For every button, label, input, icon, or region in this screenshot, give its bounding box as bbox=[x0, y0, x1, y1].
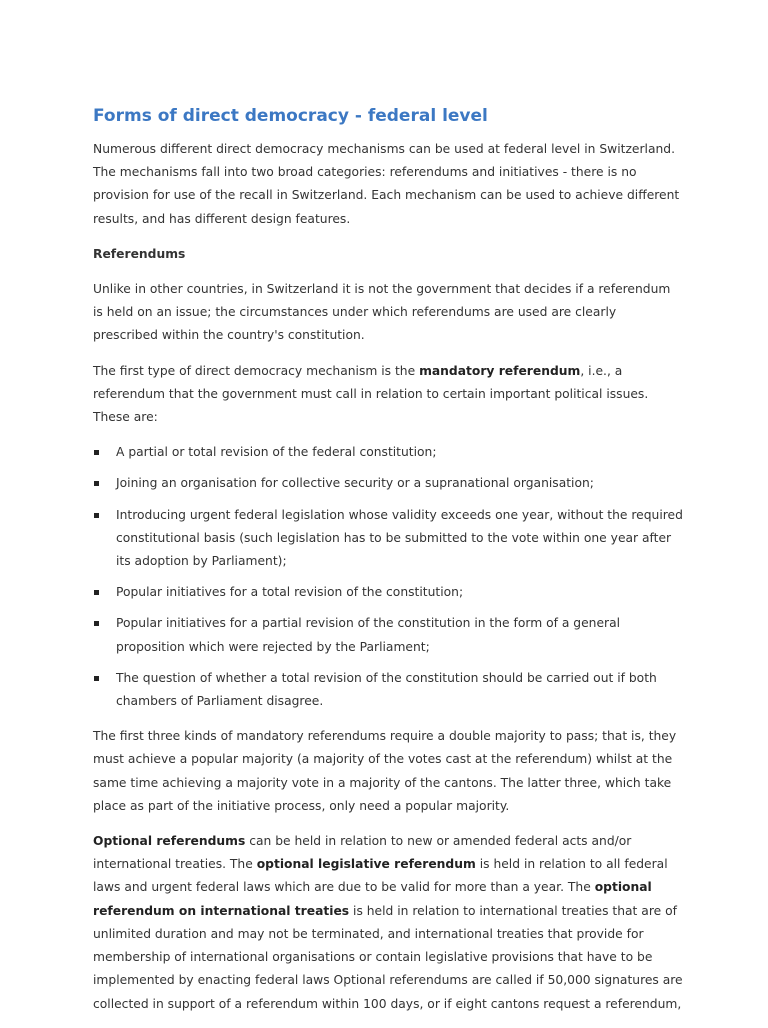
list-item-text: The question of whether a total revision of the constitution should be carried out if both chambers of Parliament disagree. bbox=[116, 670, 657, 709]
list-item bbox=[93, 472, 683, 495]
list-item-text: Introducing urgent federal legislation whose validity exceeds one year, without the required constitutional basis (such legislation has to be submitted to the vote within one year after its adoption by Parliament); bbox=[116, 507, 683, 569]
list-item bbox=[93, 441, 683, 464]
optional-text-1: can be held in relation to new or amended federal acts and/or international treaties. The bbox=[93, 834, 632, 872]
optional-text-2: is held in relation to all federal laws and urgent federal laws which are due to be valid for more than a year. The bbox=[93, 857, 668, 895]
bullet-icon bbox=[94, 513, 99, 518]
list-item bbox=[93, 504, 683, 574]
mandatory-text-before: The first type of direct democracy mechanism is the bbox=[93, 363, 420, 378]
list-item bbox=[93, 581, 683, 604]
bullet-icon bbox=[94, 481, 99, 486]
optional-referendum-paragraph bbox=[93, 830, 683, 1016]
mandatory-referendum-paragraph bbox=[93, 360, 683, 430]
government-paragraph: Unlike in other countries, in Switzerland it is not the government that decides if a referendum is held on an issue; the circumstances under which referendums are used are clearly prescribed within the country's constitution. bbox=[93, 282, 671, 343]
mandatory-text-after: , i.e., a referendum that the government must call in relation to certain important political issues. These are: bbox=[93, 363, 649, 425]
list-item-text: Popular initiatives for a total revision of the constitution; bbox=[116, 585, 464, 600]
optional-legislative-referendum-term: optional legislative referendum bbox=[256, 857, 476, 872]
list-item bbox=[93, 667, 683, 713]
mandatory-referendum-term: mandatory referendum bbox=[419, 363, 581, 378]
mandatory-issues-list bbox=[93, 441, 683, 713]
bullet-icon bbox=[94, 590, 99, 595]
list-item bbox=[93, 612, 683, 658]
intro-paragraph: Numerous different direct democracy mechanisms can be used at federal level in Switzerland. The mechanisms fall into two broad categories: referendums and initiatives - there is no provision for use of the recall in Switzerland. Each mechanism can be used to achieve different results, and has different design features. bbox=[93, 142, 680, 226]
optional-text-3: is held in relation to international treaties that are of unlimited duration and may not be terminated, and international treaties that provide for membership of international organisations or contain legislative provisions that have to be implemented by enacting federal laws Optional referendums are called if 50,000 signatures are collected in support of a referendum within 100 days, or if eight cantons request a referendum, bbox=[93, 903, 683, 1011]
list-item-text: Popular initiatives for a partial revision of the constitution in the form of a general proposition which were rejected by the Parliament; bbox=[116, 616, 621, 654]
list-item-text: Joining an organisation for collective security or a supranational organisation; bbox=[116, 476, 594, 491]
optional-treaty-referendum-term: optional referendum on international treaties bbox=[93, 880, 652, 918]
bullet-icon bbox=[94, 450, 99, 455]
section-heading-referendums: Referendums bbox=[93, 246, 186, 261]
list-item-text: A partial or total revision of the federal constitution; bbox=[116, 445, 437, 460]
page-title: Forms of direct democracy - federal level bbox=[93, 106, 488, 126]
bullet-icon bbox=[94, 676, 99, 681]
bullet-icon bbox=[94, 621, 99, 626]
optional-referendums-term: Optional referendums bbox=[93, 834, 246, 849]
double-majority-paragraph: The first three kinds of mandatory referendums require a double majority to pass; that is, they must achieve a popular majority (a majority of the votes cast at the referendum) whilst at the same time achieving a majority vote in a majority of the cantons. The latter three, which take place as part of the initiative process, only need a popular majority. bbox=[93, 729, 677, 813]
document-body bbox=[93, 104, 683, 1028]
